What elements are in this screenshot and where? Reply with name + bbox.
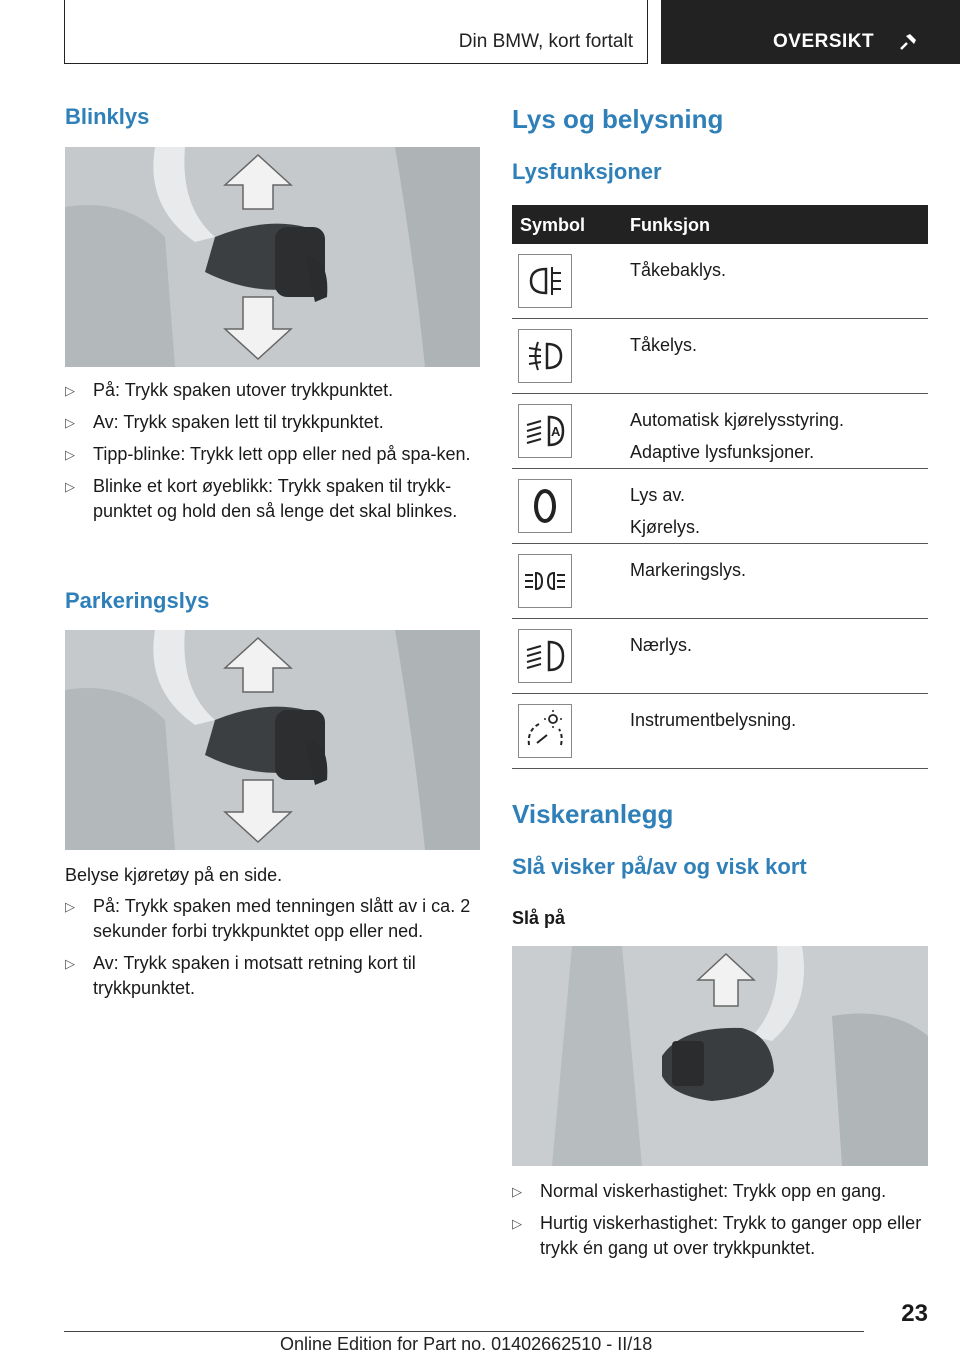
parkeringslys-intro: Belyse kjøretøy på en side.: [65, 865, 283, 885]
auto-headlight-icon: [518, 404, 572, 458]
list-item: ▷ Av: Trykk spaken i motsatt retning kort til trykkpunktet.: [65, 953, 416, 998]
light-functions-table: [512, 205, 928, 769]
col-header-function: Funksjon: [630, 215, 710, 235]
triangle-bullet-icon: ▷: [65, 447, 75, 462]
fog-light-icon: [518, 329, 572, 383]
subsubheading-sla-pa: Slå på: [512, 908, 566, 928]
triangle-bullet-icon: ▷: [512, 1184, 522, 1199]
photo-wiper-lever: [512, 946, 928, 1166]
subheading-sla-visker: Slå visker på/av og visk kort: [512, 854, 807, 879]
triangle-bullet-icon: ▷: [65, 899, 75, 914]
photo-parking-light-lever: [65, 630, 480, 850]
triangle-bullet-icon: ▷: [65, 415, 75, 430]
function-text: Lys av. Kjørelys.: [630, 485, 701, 537]
triangle-bullet-icon: ▷: [65, 479, 75, 494]
parkeringslys-list: [65, 894, 480, 1008]
table-row: [512, 469, 928, 544]
low-beam-icon: [518, 629, 572, 683]
triangle-bullet-icon: ▷: [512, 1216, 522, 1231]
function-text: Tåkelys.: [630, 335, 698, 355]
table-row: [512, 544, 928, 619]
list-item: ▷ Tipp-blinke: Trykk lett opp eller ned på spa-ken.: [65, 442, 480, 467]
function-text: Automatisk kjørelysstyring. Adaptive lysfunksjoner.: [630, 410, 845, 462]
triangle-bullet-icon: ▷: [65, 383, 75, 398]
function-text: Markeringslys.: [630, 560, 747, 580]
heading-viskeranlegg: Viskeranlegg: [512, 799, 674, 829]
table-row: [512, 694, 928, 769]
table-row: [512, 319, 928, 394]
list-item: ▷ Blinke et kort øyeblikk: Trykk spaken til trykk-punktet og hold den så lenge det skal blinkes.: [65, 476, 458, 521]
table-row: [512, 394, 928, 469]
lights-off-icon: [518, 479, 572, 533]
heading-lys-og-belysning: Lys og belysning: [512, 104, 724, 134]
col-header-symbol: Symbol: [520, 215, 586, 235]
subheading-lysfunksjoner: Lysfunksjoner: [512, 159, 662, 184]
header-chapter-tab[interactable]: [661, 0, 960, 64]
function-text: Instrumentbelysning.: [630, 710, 797, 730]
table-row: [512, 244, 928, 319]
list-item: ▷ På: Trykk spaken utover trykkpunktet.: [65, 378, 480, 403]
heading-parkeringslys: Parkeringslys: [65, 588, 210, 613]
table-row: [512, 619, 928, 694]
photo-turn-signal-lever: [65, 147, 480, 367]
parking-light-icon: [518, 554, 572, 608]
list-item: ▷ På: Trykk spaken med tenningen slått av i ca. 2 sekunder forbi trykkpunktet opp eller ned.: [65, 896, 471, 941]
pin-icon: [898, 30, 920, 57]
function-text: Nærlys.: [630, 635, 692, 655]
list-item: ▷ Normal viskerhastighet: Trykk opp en gang.: [512, 1179, 928, 1204]
table-header: [512, 205, 928, 244]
triangle-bullet-icon: ▷: [65, 956, 75, 971]
page-number: 23: [901, 1300, 928, 1327]
list-item: ▷ Hurtig viskerhastighet: Trykk to ganger opp eller trykk én gang ut over trykkpunktet.: [512, 1213, 922, 1258]
footer-divider: [64, 1331, 864, 1332]
list-item: ▷ Av: Trykk spaken lett til trykkpunktet.: [65, 410, 480, 435]
header-section-box: [64, 0, 648, 64]
footer-edition: Online Edition for Part no. 01402662510 - II/18: [280, 1334, 653, 1354]
instrument-lighting-icon: [518, 704, 572, 758]
header-chapter-title: OVERSIKT: [773, 31, 875, 52]
function-text: Tåkebaklys.: [630, 260, 727, 280]
rear-fog-light-icon: [518, 254, 572, 308]
heading-blinklys: Blinklys: [65, 104, 150, 129]
svg-text:A: A: [551, 424, 561, 439]
blinklys-list: [65, 378, 480, 531]
visker-list: [512, 1179, 928, 1268]
header-section-title: Din BMW, kort fortalt: [458, 31, 633, 52]
